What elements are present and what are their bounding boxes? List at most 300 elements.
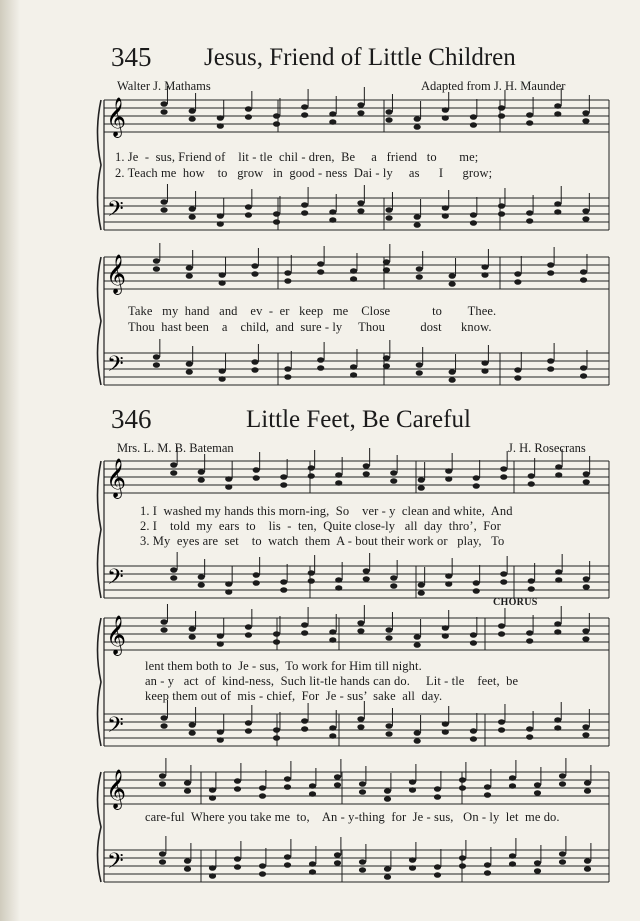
h346-sys1-treble-note — [170, 462, 177, 468]
h346-sys3-bass-note — [434, 864, 441, 870]
h345-sys1-treble-note — [245, 114, 252, 120]
h346-sys2-bass-note — [385, 723, 392, 729]
h345-sys1-bass-note — [470, 220, 477, 226]
h345-sys1-treble-note — [160, 109, 167, 115]
h346-sys2-bass-note — [160, 715, 167, 721]
hymn-345-words-credit: Walter J. Mathams — [117, 79, 211, 93]
h346-sys1-treble-note — [253, 467, 260, 473]
h346-sys3-treble-note — [359, 789, 366, 795]
h345-sys2-bass-note — [350, 372, 357, 378]
h346-sys2-bass-note — [554, 725, 561, 731]
h346-sys2-treble-note — [245, 632, 252, 638]
h346-sys2-treble-note — [385, 627, 392, 633]
h346-sys2-treble-note — [357, 620, 364, 626]
h346-sys1-treble-note — [225, 484, 232, 490]
h346-sys3-bass-note — [359, 859, 366, 865]
h346-sys3-bass-note — [309, 861, 316, 867]
h345-sys1-treble-note — [189, 116, 196, 122]
h346-sys1-treble-note — [555, 472, 562, 478]
h345-sys2-bass-note — [219, 368, 226, 374]
h346-sys2-treble-note — [414, 634, 421, 640]
h346-sys3-treble-note — [359, 781, 366, 787]
h346-sys1-treble-note — [418, 477, 425, 483]
h346-sys1-bass-note — [335, 577, 342, 583]
h346-sys1-bass-note — [555, 569, 562, 575]
h345-sys2-bass-note — [317, 365, 324, 371]
h346-sys2-bass-note — [273, 727, 280, 733]
h345-sys1-treble-note — [217, 123, 224, 129]
h346-sys3-treble-note — [309, 783, 316, 789]
h345-sys2-treble-note — [514, 271, 521, 277]
h346-sys3-treble-note — [284, 776, 291, 782]
h346-sys1-treble-note — [583, 479, 590, 485]
h346-sys1-bass-note — [390, 583, 397, 589]
h345-sys1-treble-note — [357, 102, 364, 108]
hymn-346-line-2-verse-3: keep them out of mis - chief, For Je - sus’ sake all day. — [145, 689, 443, 703]
h346-sys1-bass-note — [363, 576, 370, 582]
h346-sys1-treble-note — [308, 465, 315, 471]
h345-sys1-bass-note — [526, 210, 533, 216]
h346-sys3-bass-note — [534, 868, 541, 874]
h346-sys2-treble-note — [470, 632, 477, 638]
h346-sys1-treble-note — [528, 481, 535, 487]
h346-sys2-bass-note — [189, 730, 196, 736]
h345-sys1-bass-note — [442, 213, 449, 219]
h345-sys2-bass-note — [481, 368, 488, 374]
h345-sys1-bass-note — [357, 208, 364, 214]
h346-sys3-treble-note — [484, 784, 491, 790]
h345-sys1-bass-note — [554, 201, 561, 207]
h346-sys3-treble-note — [509, 775, 516, 781]
h345-sys1-bass-note — [273, 211, 280, 217]
h345-sys1-treble-note — [329, 119, 336, 125]
h345-sys1-bass-note — [498, 211, 505, 217]
h346-sys3-treble-note — [459, 785, 466, 791]
h346-sys3-bass-note — [484, 870, 491, 876]
h345-sys2-treble-note — [449, 281, 456, 287]
h345-sys2-treble-note — [514, 279, 521, 285]
h345-sys1-treble-note — [526, 120, 533, 126]
h346-sys3-bass-note — [584, 858, 591, 864]
h345-sys1-treble-note — [189, 108, 196, 114]
h345-sys1-treble-note — [301, 112, 308, 118]
h346-sys3-bass-note — [159, 859, 166, 865]
h345-sys2-treble-note — [416, 266, 423, 272]
h346-sys3-bass-note — [234, 864, 241, 870]
hymn-346-line-1-verse-2: 2. I told my ears to lis - ten, Quite close-ly all day thro’, For — [140, 519, 501, 533]
h345-sys2-bass-note — [416, 362, 423, 368]
h345-sys2-bass-note — [514, 367, 521, 373]
h346-sys3-bass-note — [459, 863, 466, 869]
h345-sys2-bass-note — [350, 364, 357, 370]
h346-sys2-treble-note — [498, 623, 505, 629]
h346-sys3-treble-note — [309, 791, 316, 797]
hymn-345-verse-2-line-1: 2. Teach me how to grow in good - ness Dai - ly as I grow; — [115, 166, 493, 180]
h346-sys1-treble-note — [280, 482, 287, 488]
hymn-346-line-1-verse-1: 1. I washed my hands this morn-ing, So ver - y clean and white, And — [140, 504, 513, 518]
h345-sys1-treble-note — [442, 115, 449, 121]
h345-sys2-treble-note — [416, 274, 423, 280]
h345-sys2-bass-note — [449, 369, 456, 375]
h345-sys2-treble-note — [186, 273, 193, 279]
h346-sys3-treble-note — [334, 774, 341, 780]
h346-sys2-treble-note — [414, 642, 421, 648]
h345-sys1-treble-note — [414, 124, 421, 130]
hymn-346-line-3: care-ful Where you take me to, An - y-thing for Je - sus, On - ly let me do. — [145, 810, 560, 824]
h346-sys1-treble-note — [253, 475, 260, 481]
h346-sys1-bass-note — [473, 588, 480, 594]
h345-sys1-treble-note — [554, 111, 561, 117]
h345-sys2-treble-note — [350, 276, 357, 282]
h345-sys2-treble-note — [153, 258, 160, 264]
h346-sys3-treble-note — [159, 773, 166, 779]
h346-sys3-treble-note — [334, 782, 341, 788]
hymn-345-title: Jesus, Friend of Little Children — [204, 44, 516, 71]
h346-sys1-treble-note — [198, 469, 205, 475]
h346-sys1-bass-note — [500, 579, 507, 585]
h345-sys2-treble-note — [251, 271, 258, 277]
h346-sys3-bass-note — [484, 862, 491, 868]
h345-sys1-bass-note — [189, 206, 196, 212]
h346-sys3-treble-note — [559, 773, 566, 779]
h346-sys2-treble-note — [442, 633, 449, 639]
h346-sys3-bass-note — [209, 865, 216, 871]
h346-sys2-bass-note — [160, 723, 167, 729]
h346-sys2-treble-note — [189, 626, 196, 632]
h346-sys1-treble-note — [473, 475, 480, 481]
h345-sys2-treble-note — [547, 262, 554, 268]
h346-sys1-bass-note — [170, 567, 177, 573]
h346-sys1-bass-note — [170, 575, 177, 581]
h345-sys2-bass-note — [153, 354, 160, 360]
h346-sys1-bass-note — [500, 571, 507, 577]
h345-sys2-treble-note — [449, 273, 456, 279]
h345-sys1-treble-note — [498, 113, 505, 119]
h345-sys1-bass-note — [442, 205, 449, 211]
h346-sys2-treble-note — [160, 619, 167, 625]
h345-sys2-bass-note — [547, 366, 554, 372]
h345-sys2-treble-note — [547, 270, 554, 276]
h345-sys2-treble-note — [317, 269, 324, 275]
h346-sys1-bass-note — [280, 579, 287, 585]
h345-sys2-bass-note — [153, 362, 160, 368]
h346-sys3-bass-note — [509, 853, 516, 859]
h346-sys1-bass-note — [583, 576, 590, 582]
h345-sys2-treble-clef-icon: 𝄞 — [106, 254, 127, 294]
h346-sys2-bass-note — [301, 726, 308, 732]
h346-sys1-treble-note — [363, 463, 370, 469]
h345-sys2-bass-note — [416, 370, 423, 376]
h346-sys1-treble-note — [418, 485, 425, 491]
h346-sys3-treble-note — [384, 796, 391, 802]
h346-sys3-treble-note — [259, 785, 266, 791]
h346-sys3-bass-note — [284, 854, 291, 860]
h346-sys3-bass-note — [184, 858, 191, 864]
h346-sys1-treble-clef-icon: 𝄞 — [106, 458, 127, 498]
h345-sys1-bass-note — [526, 218, 533, 224]
h346-sys2-treble-note — [329, 637, 336, 643]
h346-sys3-treble-note — [284, 784, 291, 790]
h345-sys2-bass-note — [186, 361, 193, 367]
h346-sys3-bass-note — [234, 856, 241, 862]
h346-sys2-bass-note — [217, 729, 224, 735]
h346-sys3-bass-note — [159, 851, 166, 857]
h346-sys1-treble-note — [225, 476, 232, 482]
hymn-345-number: 345 — [111, 42, 152, 72]
h345-sys1-treble-note — [554, 103, 561, 109]
h345-sys2-treble-note — [251, 263, 258, 269]
h346-sys2-bass-note — [554, 717, 561, 723]
h346-sys1-treble-note — [363, 471, 370, 477]
h346-sys2-treble-note — [217, 641, 224, 647]
h345-sys1-bass-note — [329, 217, 336, 223]
h346-sys2-bass-note — [414, 730, 421, 736]
h345-sys1-bass-note — [582, 208, 589, 214]
h346-sys3-treble-note — [434, 794, 441, 800]
h345-sys1-bass-note — [160, 207, 167, 213]
h345-sys1-treble-note — [160, 101, 167, 107]
h345-sys1-bass-note — [245, 212, 252, 218]
h346-sys1-bass-note — [418, 590, 425, 596]
h346-sys1-treble-note — [390, 478, 397, 484]
h345-sys1-treble-note — [526, 112, 533, 118]
h346-sys1-bass-note — [390, 575, 397, 581]
h345-sys2-bass-note — [481, 360, 488, 366]
hymn-346-line-2-verse-1: lent them both to Je - sus, To work for Him till night. — [145, 659, 422, 673]
h345-sys1-treble-note — [301, 104, 308, 110]
h346-sys1-treble-note — [500, 466, 507, 472]
h346-sys1-treble-note — [528, 473, 535, 479]
h346-sys3-treble-note — [434, 786, 441, 792]
h346-sys1-bass-note — [335, 585, 342, 591]
hymn-346-line-2-verse-2: an - y act of kind-ness, Such lit-tle hands can do. Lit - tle feet, be — [145, 674, 519, 688]
h346-sys2-treble-note — [273, 639, 280, 645]
h346-sys3-bass-note — [359, 867, 366, 873]
h346-sys2-treble-note — [526, 638, 533, 644]
h346-sys2-bass-note — [414, 738, 421, 744]
h346-sys3-treble-note — [209, 787, 216, 793]
hymn-346-number: 346 — [111, 404, 152, 434]
h345-sys2-bass-note — [580, 365, 587, 371]
h345-sys1-treble-note — [470, 122, 477, 128]
hymn-346-title: Little Feet, Be Careful — [246, 406, 471, 433]
h346-sys1-treble-note — [308, 473, 315, 479]
h346-sys2-bass-note — [245, 728, 252, 734]
h345-sys2-treble-note — [186, 265, 193, 271]
h346-sys3-bass-note — [559, 851, 566, 857]
h346-sys3-bass-note — [259, 871, 266, 877]
h345-sys2-bass-note — [186, 369, 193, 375]
hymn-346-line-1-verse-3: 3. My eyes are set to watch them A - bout their work or play, To — [140, 534, 505, 548]
h345-sys2-bass-note — [317, 357, 324, 363]
h346-sys1-treble-note — [198, 477, 205, 483]
h346-sys3-treble-note — [184, 788, 191, 794]
h346-sys3-bass-note — [209, 873, 216, 879]
h346-sys1-bass-note — [363, 568, 370, 574]
h345-sys2-treble-note — [580, 277, 587, 283]
h345-sys1-bass-note — [414, 214, 421, 220]
h346-sys2-bass-clef-icon: 𝄢 — [107, 713, 124, 743]
h346-sys2-treble-note — [385, 635, 392, 641]
h345-sys1-treble-note — [273, 113, 280, 119]
h346-sys2-treble-clef-icon: 𝄞 — [106, 615, 127, 655]
h345-sys2-bass-note — [449, 377, 456, 383]
h346-sys1-bass-note — [253, 580, 260, 586]
h346-sys1-treble-note — [390, 470, 397, 476]
h346-sys3-bass-note — [384, 874, 391, 880]
h346-sys2-bass-note — [357, 716, 364, 722]
h345-sys2-bass-note — [284, 366, 291, 372]
h345-sys1-bass-note — [414, 222, 421, 228]
h346-sys3-treble-note — [209, 795, 216, 801]
h346-sys3-treble-note — [259, 793, 266, 799]
h346-sys3-bass-note — [409, 865, 416, 871]
h346-sys3-bass-note — [334, 860, 341, 866]
h345-sys2-bass-note — [383, 363, 390, 369]
h346-sys1-bass-note — [528, 586, 535, 592]
h345-sys2-treble-note — [580, 269, 587, 275]
h346-sys2-treble-note — [245, 624, 252, 630]
h345-sys1-treble-note — [414, 116, 421, 122]
h346-sys1-brace — [98, 461, 102, 598]
h345-sys2-treble-note — [481, 272, 488, 278]
h345-sys2-treble-note — [219, 272, 226, 278]
h345-sys1-treble-note — [273, 121, 280, 127]
h346-sys2-treble-note — [554, 629, 561, 635]
h346-sys3-bass-note — [284, 862, 291, 868]
h345-sys1-bass-note — [301, 202, 308, 208]
h345-sys2-treble-note — [284, 278, 291, 284]
hymn-346-words-credit: Mrs. L. M. B. Bateman — [117, 441, 234, 455]
h345-sys2-bass-note — [383, 355, 390, 361]
h345-sys1-treble-note — [217, 115, 224, 121]
hymn-346-music-credit: J. H. Rosecrans — [508, 441, 586, 455]
h346-sys2-bass-note — [385, 731, 392, 737]
h346-sys2-bass-note — [442, 721, 449, 727]
h346-sys1-bass-note — [225, 581, 232, 587]
h345-sys2-bass-note — [251, 367, 258, 373]
h345-sys2-treble-note — [317, 261, 324, 267]
h346-sys1-bass-note — [198, 574, 205, 580]
h345-sys2-treble-note — [481, 264, 488, 270]
h346-sys3-treble-note — [534, 782, 541, 788]
h345-sys2-treble-note — [284, 270, 291, 276]
h346-sys1-bass-clef-icon: 𝄢 — [107, 565, 124, 595]
h346-sys3-treble-clef-icon: 𝄞 — [106, 769, 127, 809]
h346-sys2-bass-note — [217, 737, 224, 743]
h346-sys3-treble-note — [459, 777, 466, 783]
h346-sys2-bass-note — [273, 735, 280, 741]
h346-sys2-bass-note — [470, 736, 477, 742]
h346-sys1-treble-note — [170, 470, 177, 476]
h346-sys1-treble-note — [335, 472, 342, 478]
h345-sys1-bass-note — [498, 203, 505, 209]
h346-sys2-bass-note — [582, 732, 589, 738]
h346-sys1-bass-note — [253, 572, 260, 578]
h346-sys1-bass-note — [583, 584, 590, 590]
h346-sys3-bass-note — [459, 855, 466, 861]
h346-sys3-bass-note — [184, 866, 191, 872]
h345-sys2-brace — [98, 257, 102, 385]
h345-sys1-treble-note — [582, 110, 589, 116]
h346-sys2-treble-note — [301, 630, 308, 636]
h345-sys2-bass-note — [251, 359, 258, 365]
h346-sys2-treble-note — [582, 636, 589, 642]
h346-sys3-treble-note — [509, 783, 516, 789]
h345-sys1-treble-note — [329, 111, 336, 117]
h346-sys1-treble-note — [280, 474, 287, 480]
h345-sys1-bass-note — [189, 214, 196, 220]
h345-sys2-treble-note — [383, 267, 390, 273]
h346-sys2-treble-note — [554, 621, 561, 627]
h346-sys3-bass-note — [534, 860, 541, 866]
h345-sys1-treble-note — [385, 117, 392, 123]
h345-sys1-treble-note — [470, 114, 477, 120]
h346-sys1-bass-note — [418, 582, 425, 588]
h346-sys2-bass-note — [442, 729, 449, 735]
h345-sys2-treble-note — [383, 259, 390, 265]
h346-sys2-treble-note — [217, 633, 224, 639]
h346-sys2-bass-note — [329, 733, 336, 739]
h345-sys1-treble-clef-icon: 𝄞 — [106, 97, 127, 137]
h346-sys1-treble-note — [445, 468, 452, 474]
h345-sys2-bass-note — [514, 375, 521, 381]
h346-sys3-bass-note — [334, 852, 341, 858]
h345-sys1-treble-note — [245, 106, 252, 112]
h346-sys1-treble-note — [500, 474, 507, 480]
h346-sys2-treble-note — [442, 625, 449, 631]
h345-sys1-bass-note — [554, 209, 561, 215]
h346-sys2-bass-note — [245, 720, 252, 726]
h346-sys3-treble-note — [409, 787, 416, 793]
h346-sys3-treble-note — [384, 788, 391, 794]
h345-sys1-bass-note — [329, 209, 336, 215]
h345-sys1-treble-note — [357, 110, 364, 116]
h346-sys2-treble-note — [189, 634, 196, 640]
h346-sys2-bass-note — [189, 722, 196, 728]
h346-sys2-bass-note — [357, 724, 364, 730]
h346-sys3-treble-note — [584, 780, 591, 786]
h346-sys2-bass-note — [582, 724, 589, 730]
h346-sys2-treble-note — [329, 629, 336, 635]
h345-sys2-bass-note — [219, 376, 226, 382]
h345-sys1-treble-note — [582, 118, 589, 124]
h345-sys2-bass-note — [284, 374, 291, 380]
h346-sys1-treble-note — [583, 471, 590, 477]
h346-sys3-bass-note — [434, 872, 441, 878]
h345-sys2-treble-note — [350, 268, 357, 274]
h346-sys2-treble-note — [301, 622, 308, 628]
h346-sys1-bass-note — [528, 578, 535, 584]
h346-sys2-treble-note — [273, 631, 280, 637]
h346-sys2-treble-note — [470, 640, 477, 646]
h346-sys2-bass-note — [329, 725, 336, 731]
h346-sys3-bass-note — [509, 861, 516, 867]
h346-sys3-treble-note — [159, 781, 166, 787]
h346-sys3-treble-note — [534, 790, 541, 796]
h346-sys1-bass-note — [308, 570, 315, 576]
h346-sys2-treble-note — [498, 631, 505, 637]
h346-sys2-bass-note — [301, 718, 308, 724]
h346-sys1-bass-note — [555, 577, 562, 583]
hymn-345-verse-2-line-2: Thou hast been a child, and sure - ly Thou dost know. — [128, 320, 492, 334]
h345-sys1-treble-note — [498, 105, 505, 111]
h346-sys1-treble-note — [445, 476, 452, 482]
h346-sys3-bass-note — [384, 866, 391, 872]
h346-sys2-treble-note — [582, 628, 589, 634]
h345-sys2-bass-clef-icon: 𝄢 — [107, 352, 124, 382]
h345-sys1-brace — [98, 100, 102, 230]
